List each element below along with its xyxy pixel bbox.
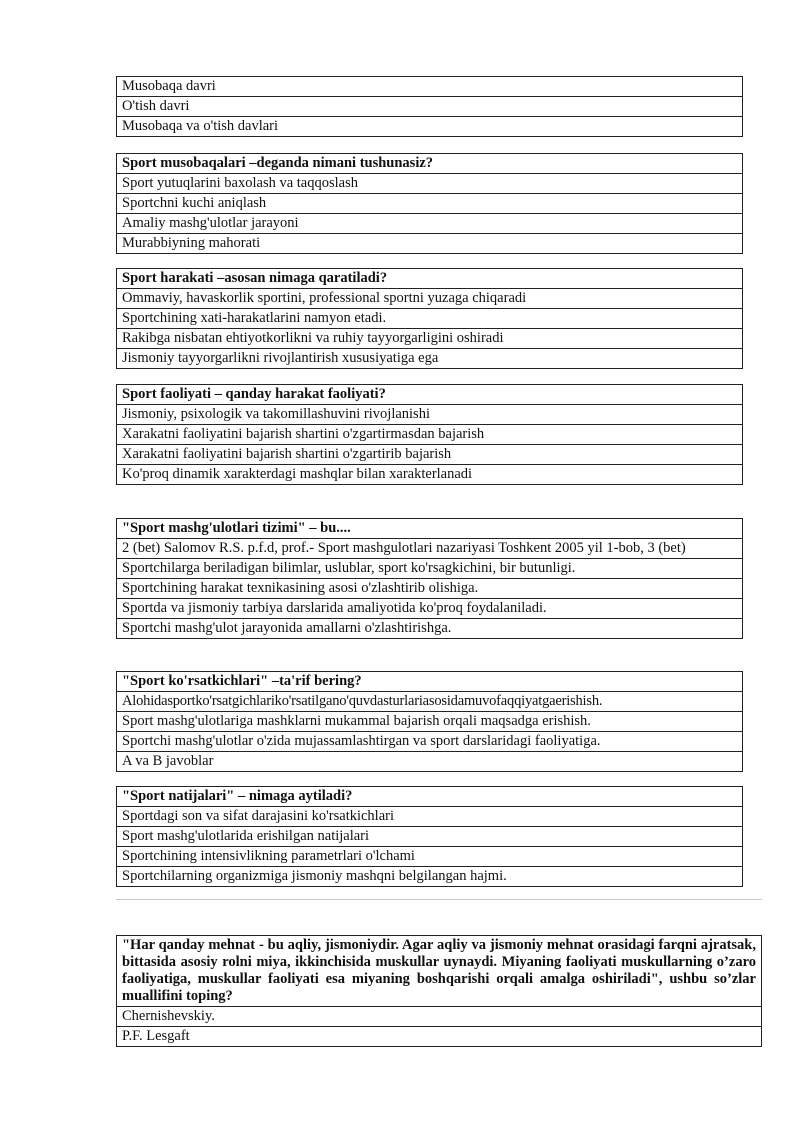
table-row xyxy=(117,465,743,485)
option-cell: Sportchni kuchi aniqlash xyxy=(117,194,743,214)
question-cell: Sport faoliyati – qanday harakat faoliyati? xyxy=(117,385,743,405)
table-row xyxy=(117,329,743,349)
option-cell: Musobaqa va o'tish davlari xyxy=(117,117,743,137)
question-table xyxy=(116,935,762,1047)
table-row xyxy=(117,519,743,539)
table-row xyxy=(117,539,743,559)
table-row xyxy=(117,154,743,174)
option-cell: Ommaviy, havaskorlik sportini, professional sportni yuzaga chiqaradi xyxy=(117,289,743,309)
table-row xyxy=(117,732,743,752)
option-cell: Sportda va jismoniy tarbiya darslarida amaliyotida ko'proq foydalaniladi. xyxy=(117,599,743,619)
question-cell: "Har qanday mehnat - bu aqliy, jismoniydir. Agar aqliy va jismoniy mehnat orasidagi farqni ajratsak, bittasida asosiy rolni miya, ikkinchisida muskullar uynaydi. Miyaning faoliyati muskullarning o’zaro faoliyatiga, muskullar faoliyati esa miyaning boshqarishi orqali amalga oshiriladi", ushbu so’zlar muallifini toping? xyxy=(117,936,762,1007)
table-row xyxy=(117,867,743,887)
option-cell: Rakibga nisbatan ehtiyotkorlikni va ruhiy tayyorgarligini oshiradi xyxy=(117,329,743,349)
table-row xyxy=(117,752,743,772)
table-row xyxy=(117,827,743,847)
question-table xyxy=(116,671,743,772)
question-table xyxy=(116,153,743,254)
table-row xyxy=(117,425,743,445)
option-cell: Jismoniy tayyorgarlikni rivojlantirish xususiyatiga ega xyxy=(117,349,743,369)
option-cell: Alohidasportko'rsatgichlariko'rsatilgano'quvdasturlariasosidamuvofaqqiyatgaerishish. xyxy=(117,692,743,712)
option-cell: Xarakatni faoliyatini bajarish shartini o'zgartirib bajarish xyxy=(117,445,743,465)
table-row xyxy=(117,234,743,254)
option-cell: Sportchi mashg'ulot jarayonida amallarni o'zlashtirishga. xyxy=(117,619,743,639)
table-row xyxy=(117,807,743,827)
table-row xyxy=(117,599,743,619)
option-cell: A va B javoblar xyxy=(117,752,743,772)
option-cell: 2 (bet) Salomov R.S. p.f.d, prof.- Sport mashgulotlari nazariyasi Toshkent 2005 yil 1-bob, 3 (bet) xyxy=(117,539,743,559)
option-cell: Jismoniy, psixologik va takomillashuvini rivojlanishi xyxy=(117,405,743,425)
table-row xyxy=(117,672,743,692)
option-cell: Musobaqa davri xyxy=(117,77,743,97)
question-cell: Sport harakati –asosan nimaga qaratiladi? xyxy=(117,269,743,289)
option-cell: Sport yutuqlarini baxolash va taqqoslash xyxy=(117,174,743,194)
question-table xyxy=(116,268,743,369)
table-row xyxy=(117,214,743,234)
table-row xyxy=(117,289,743,309)
table-row xyxy=(117,1027,762,1047)
table-row xyxy=(117,194,743,214)
table-row xyxy=(117,936,762,1007)
option-cell: Sport mashg'ulotlariga mashklarni mukammal bajarish orqali maqsadga erishish. xyxy=(117,712,743,732)
option-cell: Murabbiyning mahorati xyxy=(117,234,743,254)
table-row xyxy=(117,847,743,867)
table-row xyxy=(117,445,743,465)
table-row xyxy=(117,579,743,599)
table-row xyxy=(117,712,743,732)
table-row xyxy=(117,385,743,405)
table-row xyxy=(117,1007,762,1027)
table-row xyxy=(117,787,743,807)
table-row xyxy=(117,405,743,425)
question-cell: "Sport ko'rsatkichlari" –ta'rif bering? xyxy=(117,672,743,692)
option-cell: P.F. Lesgaft xyxy=(117,1027,762,1047)
table-row xyxy=(117,77,743,97)
table-row xyxy=(117,97,743,117)
option-cell: Chernishevskiy. xyxy=(117,1007,762,1027)
question-table xyxy=(116,786,743,887)
option-cell: Xarakatni faoliyatini bajarish shartini o'zgartirmasdan bajarish xyxy=(117,425,743,445)
question-table xyxy=(116,518,743,639)
option-cell: Ko'proq dinamik xarakterdagi mashqlar bilan xarakterlanadi xyxy=(117,465,743,485)
table-row xyxy=(117,174,743,194)
option-cell: Sport mashg'ulotlarida erishilgan natijalari xyxy=(117,827,743,847)
question-table xyxy=(116,384,743,485)
table-row xyxy=(117,117,743,137)
table-row xyxy=(117,692,743,712)
table-row xyxy=(117,309,743,329)
option-cell: Sportchining harakat texnikasining asosi o'zlashtirib olishiga. xyxy=(117,579,743,599)
option-cell: Sportchilarning organizmiga jismoniy mashqni belgilangan hajmi. xyxy=(117,867,743,887)
table-row xyxy=(117,269,743,289)
page-divider xyxy=(116,899,762,900)
option-cell: Sportchining intensivlikning parametrlari o'lchami xyxy=(117,847,743,867)
table-row xyxy=(117,619,743,639)
option-cell: Amaliy mashg'ulotlar jarayoni xyxy=(117,214,743,234)
option-cell: Sportchilarga beriladigan bilimlar, uslublar, sport ko'rsagkichini, bir butunligi. xyxy=(117,559,743,579)
question-cell: Sport musobaqalari –deganda nimani tushunasiz? xyxy=(117,154,743,174)
table-row xyxy=(117,559,743,579)
option-cell: O'tish davri xyxy=(117,97,743,117)
option-cell: Sportchining xati-harakatlarini namyon etadi. xyxy=(117,309,743,329)
answer-table xyxy=(116,76,743,137)
question-cell: "Sport mashg'ulotlari tizimi" – bu.... xyxy=(117,519,743,539)
question-cell: "Sport natijalari" – nimaga aytiladi? xyxy=(117,787,743,807)
option-cell: Sportdagi son va sifat darajasini ko'rsatkichlari xyxy=(117,807,743,827)
table-row xyxy=(117,349,743,369)
option-cell: Sportchi mashg'ulotlar o'zida mujassamlashtirgan va sport darslaridagi faoliyatiga. xyxy=(117,732,743,752)
